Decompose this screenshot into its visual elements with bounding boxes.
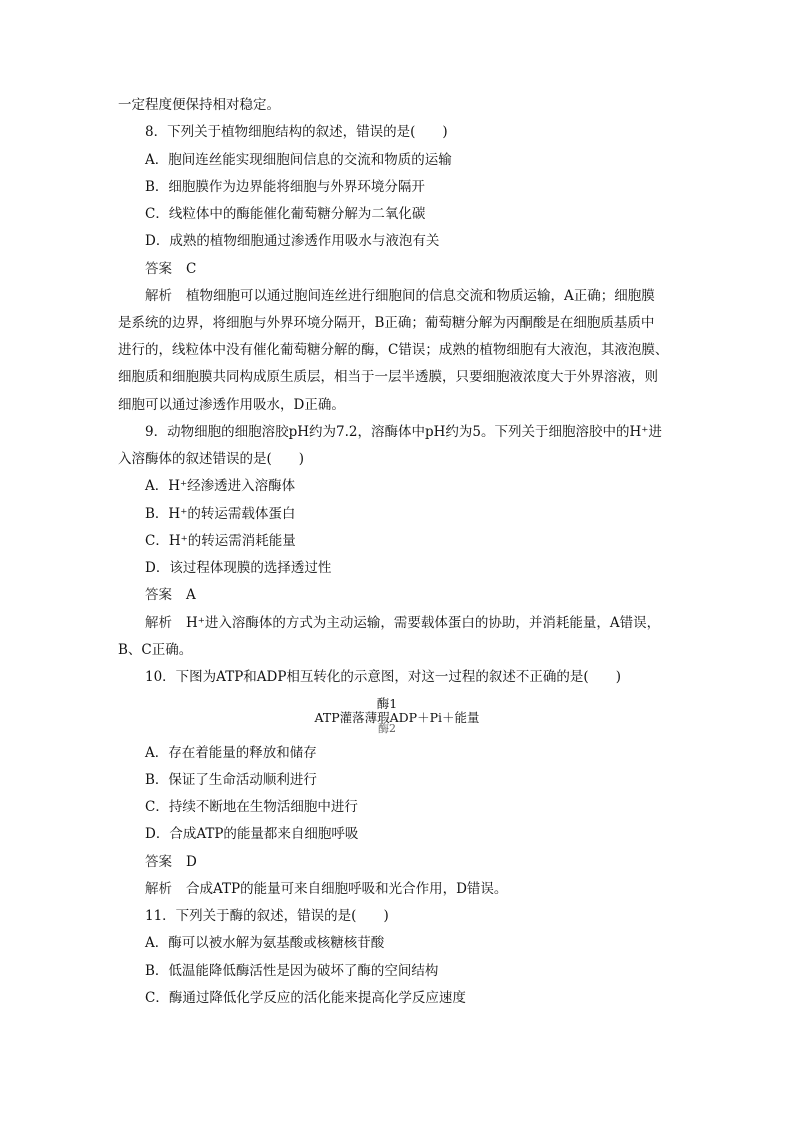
explanation-8-line-1: [145, 287, 705, 305]
atp-adp-reaction: [0, 692, 794, 735]
explanation-8-line-2: 是系统的边界，将细胞与外界环境分隔开，B正确；葡萄糖分解为丙酮酸是在细胞质基质中: [118, 315, 655, 331]
answer-9: [145, 586, 705, 604]
answer-8: [145, 260, 705, 278]
reaction-equation: ATP灌落薄瑕ADP＋Pi＋能量: [314, 710, 480, 725]
option-10d: D．合成ATP的能量都来自细胞呼吸: [145, 826, 359, 842]
explanation-label: 解析: [145, 288, 172, 304]
answer-10: [145, 853, 705, 871]
option-11c: C．酶通过降低化学反应的活化能来提高化学反应速度: [145, 990, 466, 1006]
option-8a: A．胞间连丝能实现细胞间信息的交流和物质的运输: [145, 152, 452, 168]
option-9b: B．H⁺的转运需载体蛋白: [145, 506, 296, 522]
option-10a: A．存在着能量的释放和储存: [145, 745, 317, 761]
answer-label: 答案: [145, 587, 172, 603]
question-9-line-2: 入溶酶体的叙述错误的是( ): [118, 451, 305, 467]
explanation-10-line-1: [145, 880, 705, 898]
answer-value: D: [186, 854, 197, 870]
answer-label: 答案: [145, 854, 172, 870]
answer-value: A: [186, 587, 196, 603]
option-8c: C．线粒体中的酶能催化葡萄糖分解为二氧化碳: [145, 206, 426, 222]
explanation-text: 植物细胞可以通过胞间连丝进行细胞间的信息交流和物质运输，A正确；细胞膜: [186, 288, 655, 304]
answer-label: 答案: [145, 261, 172, 277]
option-9a: A．H⁺经渗透进入溶酶体: [145, 478, 296, 494]
explanation-8-line-4: 细胞质和细胞膜共同构成原生质层，相当于一层半透膜，只要细胞液浓度大于外界溶液，则: [118, 369, 658, 385]
explanation-label: 解析: [145, 881, 172, 897]
question-11: 11．下列关于酶的叙述，错误的是( ): [145, 908, 389, 924]
answer-value: C: [186, 261, 197, 277]
question-9-line-1: 9．动物细胞的细胞溶胶pH约为7.2，溶酶体中pH约为5。下列关于细胞溶胶中的H⁺进: [145, 424, 662, 440]
option-8b: B．细胞膜作为边界能将细胞与外界环境分隔开: [145, 179, 425, 195]
explanation-9-line-2: B、C正确。: [118, 642, 193, 658]
text-line: 一定程度便保持相对稳定。: [118, 97, 280, 113]
explanation-8-line-3: 进行的，线粒体中没有催化葡萄糖分解的酶，C错误；成熟的植物细胞有大液泡，其液泡膜、: [118, 342, 669, 358]
option-10b: B．保证了生命活动顺利进行: [145, 772, 317, 788]
explanation-9-line-1: [145, 614, 705, 632]
enzyme-1-label: 酶1: [376, 696, 398, 711]
enzyme-2-label: 酶2: [378, 722, 396, 735]
option-11a: A．酶可以被水解为氨基酸或核糖核苷酸: [145, 935, 385, 951]
explanation-8-line-5: 细胞可以通过渗透作用吸水，D正确。: [118, 397, 345, 413]
option-11b: B．低温能降低酶活性是因为破坏了酶的空间结构: [145, 963, 439, 979]
explanation-label: 解析: [145, 615, 172, 631]
option-8d: D．成熟的植物细胞通过渗透作用吸水与液泡有关: [145, 233, 440, 249]
explanation-text: 合成ATP的能量可来自细胞呼吸和光合作用，D错误。: [186, 881, 508, 897]
question-10: 10．下图为ATP和ADP相互转化的示意图，对这一过程的叙述不正确的是( ): [145, 669, 621, 685]
option-9c: C．H⁺的转运需消耗能量: [145, 533, 296, 549]
explanation-text: H⁺进入溶酶体的方式为主动运输，需要载体蛋白的协助，并消耗能量，A错误，: [186, 615, 661, 631]
option-10c: C．持续不断地在生物活细胞中进行: [145, 799, 358, 815]
option-9d: D．该过程体现膜的选择透过性: [145, 560, 332, 576]
question-8: 8．下列关于植物细胞结构的叙述，错误的是( ): [145, 124, 448, 140]
